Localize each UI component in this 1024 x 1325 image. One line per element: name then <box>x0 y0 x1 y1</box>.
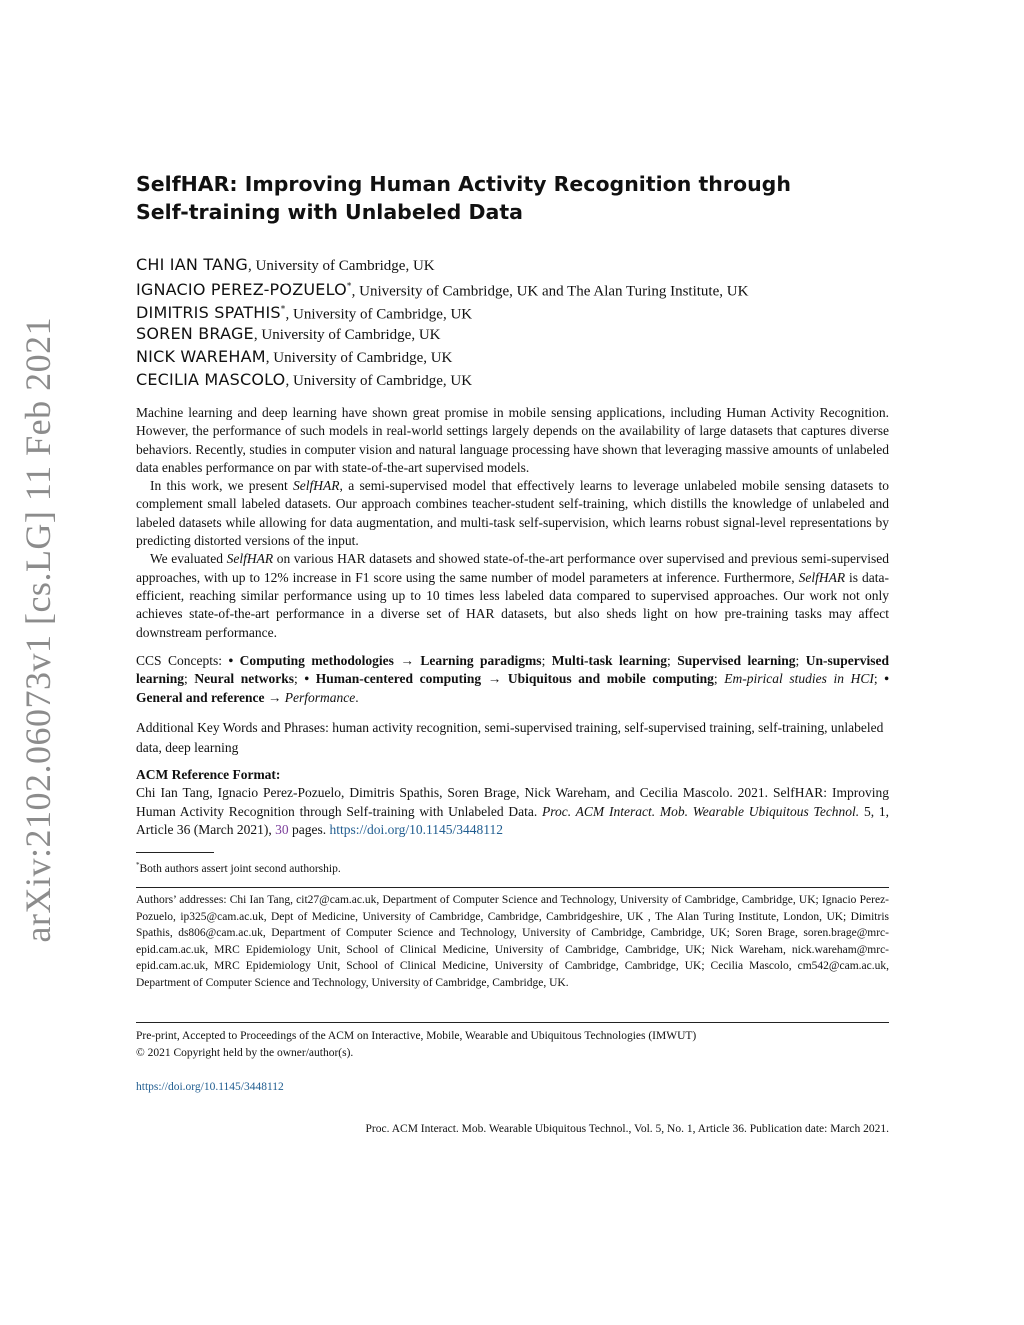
author-addresses: Authors’ addresses: Chi Ian Tang, cit27@cam.ac.uk, Department of Computer Science and Technology, University of Cambridge, Cambridge, UK; Ignacio Perez-Pozuelo, ip325@cam.ac.uk, Dept of Medicine, University of Cambridge, Cambridge, Cambridgeshire, UK , The Alan Turing Institute, London, UK; Dimitris Spathis, ds806@cam.ac.uk, Department of Computer Science and Technology, University of Cambridge, Cambridge, UK; Soren Brage, soren.brage@mrc-epid.cam.ac.uk, MRC Epidemiology Unit, School of Clinical Medicine, University of Cambridge, Cambridge, UK; Nick Wareham, nick.wareham@mrc-epid.cam.ac.uk, MRC Epidemiology Unit, School of Clinical Medicine, University of Cambridge, Cambridge, UK; Cecilia Mascolo, cm542@cam.ac.uk, Department of Computer Science and Technology, University of Cambridge, Cambridge, UK. <box>136 894 889 989</box>
preprint-rule <box>136 1022 889 1023</box>
arxiv-sidebar <box>10 316 66 943</box>
footnote-mark: * <box>136 861 140 869</box>
abstract-paragraph-2: In this work, we present SelfHAR, a semi-supervised model that effectively learns to leverage unlabeled mobile sensing datasets to complement small labeled datasets. Our approach combines teacher-student self-training, which distills the knowledge of unlabeled and labeled datasets while allowing for data augmentation, and multi-task self-supervision, which learns robust signal-level representations by predicting distorted versions of the input. <box>136 478 889 549</box>
footnote-rule <box>136 852 214 853</box>
acm-reference-format: ACM Reference Format: Chi Ian Tang, Ignacio Perez-Pozuelo, Dimitris Spathis, Soren Brage, Nick Wareham, and Cecilia Mascolo. 2021. SelfHAR: Improving Human Activity Recognition through Self-training with Unlabeled Data. Proc. ACM Interact. Mob. Wearable Ubiquitous Technol. 5, 1, Article 36 (March 2021), 30 pages. https://doi.org/10.1145/3448112 <box>136 767 889 837</box>
author-affiliation: , University of Cambridge, UK and The Alan Turing Institute, UK <box>351 283 749 300</box>
author-entry <box>136 322 896 345</box>
author-name: NICK WAREHAM <box>136 347 266 366</box>
abstract-paragraph-3: We evaluated SelfHAR on various HAR datasets and showed state-of-the-art performance over supervised and previous semi-supervised approaches, with up to 12% increase in F1 score using the same number of model parameters at inference. Furthermore, SelfHAR is data-efficient, reaching similar performance using up to 10 times less labeled data compared to supervised approaches. Our work not only achieves state-of-the-art performance in a diverse set of HAR datasets, but also sheds light on how pre-training tasks may affect downstream performance. <box>136 551 889 640</box>
author-name: IGNACIO PEREZ-POZUELO* <box>136 280 352 300</box>
page-count-link[interactable]: 30 <box>275 821 289 837</box>
author-affiliation: , University of Cambridge, UK <box>247 258 435 274</box>
journal-name: Proc. ACM Interact. Mob. Wearable Ubiquitous Technol. <box>542 803 860 819</box>
model-name: SelfHAR <box>798 569 846 585</box>
author-footnote-mark: * <box>280 305 286 315</box>
acm-reference-heading: ACM Reference Format: <box>136 767 281 782</box>
model-name: SelfHAR <box>293 478 340 494</box>
preprint-line: Pre-print, Accepted to Proceedings of the ACM on Interactive, Mobile, Wearable and Ubiquitous Technologies (IMWUT) <box>136 1030 697 1042</box>
author-affiliation: , University of Cambridge, UK <box>253 327 441 343</box>
title-line-2: Self-training with Unlabeled Data <box>136 200 523 224</box>
paper-title <box>136 170 896 226</box>
copyright-line: © 2021 Copyright held by the owner/author(s). <box>136 1047 354 1059</box>
arxiv-identifier: arXiv:2102.06073v1 [cs.LG] 11 Feb 2021 <box>18 316 58 943</box>
author-name: SOREN BRAGE <box>136 324 254 343</box>
ccs-concepts: CCS Concepts: • Computing methodologies → Learning paradigms; Multi-task learning; Supervised learning; Un-supervised learning; Neural networks; • Human-centered computing → Ubiquitous and mobile computing; Em-pirical studies in HCI; • General and reference → Performance. <box>136 653 889 705</box>
author-affiliation: , University of Cambridge, UK <box>265 350 453 366</box>
author-affiliation: , University of Cambridge, UK <box>285 306 473 323</box>
author-list <box>136 253 896 391</box>
model-name: SelfHAR <box>226 551 274 567</box>
author-entry <box>136 276 896 299</box>
author-name: DIMITRIS SPATHIS* <box>136 303 286 323</box>
doi-link[interactable]: https://doi.org/10.1145/3448112 <box>329 821 503 837</box>
doi-link-bottom[interactable]: https://doi.org/10.1145/3448112 <box>136 1081 284 1093</box>
preprint-notice <box>136 1028 889 1062</box>
title-line-1: SelfHAR: Improving Human Activity Recognition through <box>136 172 791 196</box>
author-affiliation: , University of Cambridge, UK <box>285 373 473 389</box>
author-footnote-mark: * <box>346 282 352 292</box>
author-entry <box>136 345 896 368</box>
author-name: CHI IAN TANG <box>136 255 248 274</box>
author-entry <box>136 368 896 391</box>
abstract <box>136 404 889 642</box>
addresses-rule <box>136 887 889 888</box>
page-footer: Proc. ACM Interact. Mob. Wearable Ubiquitous Technol., Vol. 5, No. 1, Article 36. Publication date: March 2021. <box>365 1123 889 1135</box>
author-entry <box>136 253 896 276</box>
keywords: Additional Key Words and Phrases: human activity recognition, semi-supervised training, self-supervised training, self-training, unlabeled data, deep learning <box>136 720 884 755</box>
abstract-paragraph-1: Machine learning and deep learning have shown great promise in mobile sensing applications, including Human Activity Recognition. However, the performance of such models in real-world settings largely depends on the availability of large datasets that captures diverse behaviors. Recently, studies in computer vision and natural language processing have shown that leveraging massive amounts of unlabeled data enables performance on par with state-of-the-art supervised models. <box>136 405 889 475</box>
author-entry <box>136 299 896 322</box>
footnote: *Both authors assert joint second authorship. <box>136 861 341 875</box>
author-name: CECILIA MASCOLO <box>136 370 286 389</box>
